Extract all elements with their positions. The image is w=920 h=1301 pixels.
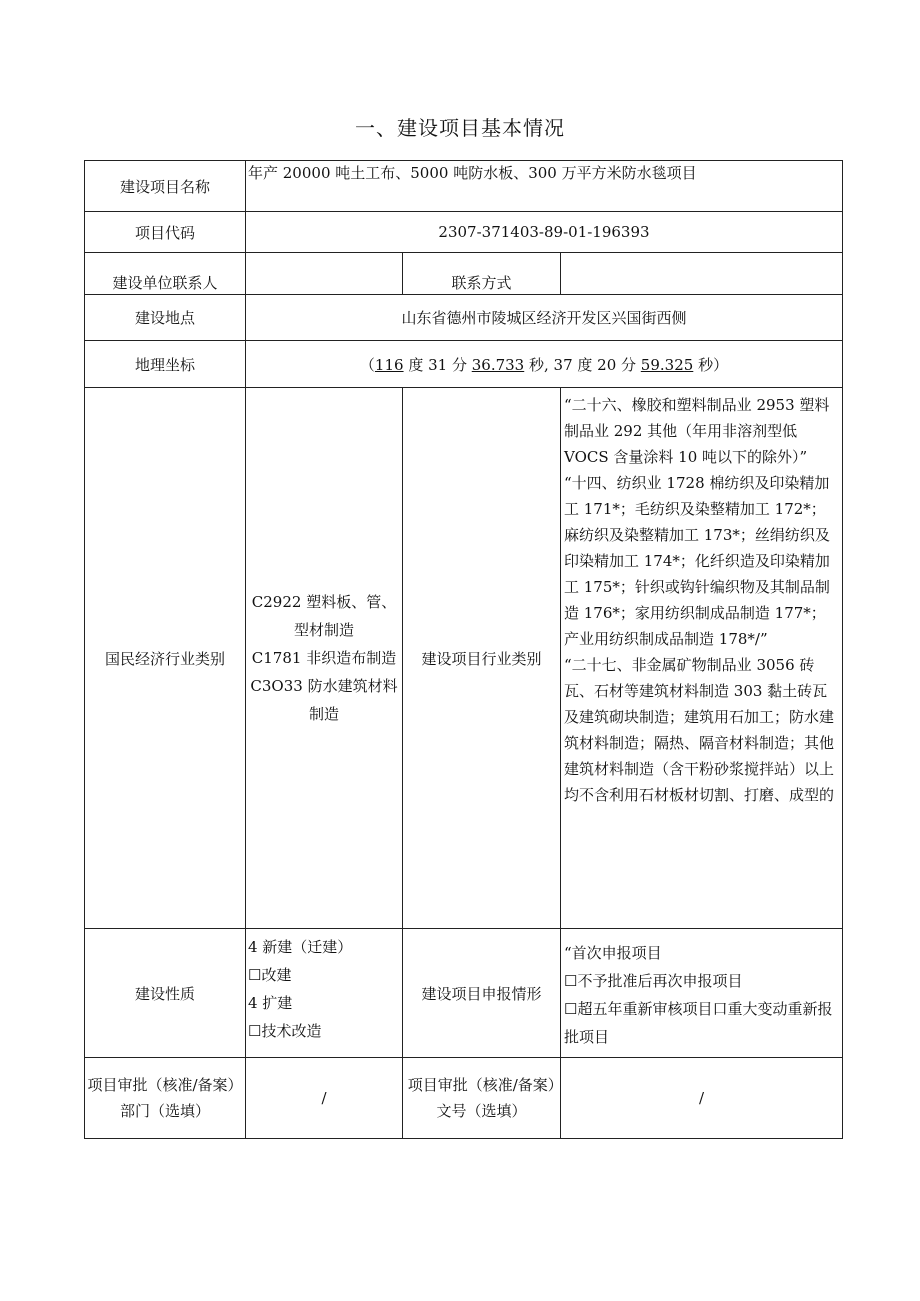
industry-value xyxy=(246,388,403,929)
row-project-code xyxy=(85,212,843,253)
coordinates-value xyxy=(246,341,843,388)
nature-option: 4 新建（迁建） xyxy=(248,938,353,956)
contact-method-label: 联系方式 xyxy=(403,253,561,295)
coordinates-label: 地理坐标 xyxy=(85,341,246,388)
row-nature xyxy=(85,929,843,1058)
coord-lon-rest: 度 31 分 xyxy=(403,355,472,374)
industry-line: C1781 非织造布制造 xyxy=(251,649,397,667)
industry-line: C3O33 防水建筑材料 xyxy=(250,677,398,695)
project-code-value: 2307-371403-89-01-196393 xyxy=(246,212,843,253)
application-option: ☐超五年重新审核项目口重大变动重新报批项目 xyxy=(564,1000,833,1046)
coord-lat-seconds: 59.325 xyxy=(640,355,694,374)
industry-line: 制造 xyxy=(308,705,339,723)
nature-option: 4 扩建 xyxy=(248,994,293,1012)
coord-lon-seconds: 36.733 xyxy=(471,355,525,374)
approval-number-value: / xyxy=(561,1058,843,1139)
industry-label: 国民经济行业类别 xyxy=(85,388,246,929)
coord-open: （ xyxy=(359,355,375,374)
nature-option: ☐技术改造 xyxy=(248,1022,322,1040)
contact-method-value xyxy=(561,253,843,295)
page-title: 一、建设项目基本情况 xyxy=(355,116,565,140)
application-options xyxy=(561,929,843,1058)
project-info-table xyxy=(84,160,843,1139)
industry-line: C2922 塑料板、管、 xyxy=(251,593,397,611)
location-value: 山东省德州市陵城区经济开发区兴国街西侧 xyxy=(246,295,843,341)
nature-label: 建设性质 xyxy=(85,929,246,1058)
category-paragraph: “二十七、非金属矿物制品业 3056 砖瓦、石材等建筑材料制造 303 黏土砖瓦及建筑砌块制造；建筑用石加工；防水建筑材料制造；隔热、隔音材料制造；其他建筑材料制造（含干粉砂浆搅拌站）以上均不含利用石材板材切割、打磨、成型的 xyxy=(564,656,835,804)
application-label: 建设项目申报情形 xyxy=(403,929,561,1058)
application-option: “首次申报项目 xyxy=(564,944,662,962)
row-coordinates xyxy=(85,341,843,388)
project-name-label: 建设项目名称 xyxy=(85,161,246,212)
coord-lon-degree: 116 xyxy=(374,355,404,374)
row-contact xyxy=(85,253,843,295)
row-location xyxy=(85,295,843,341)
industry-line: 型材制造 xyxy=(293,621,354,639)
row-industry xyxy=(85,388,843,929)
location-label: 建设地点 xyxy=(85,295,246,341)
category-paragraph: “十四、纺织业 1728 棉纺织及印染精加工 171*；毛纺织及染整精加工 172*；麻纺织及染整精加工 173*；丝绢纺织及印染精加工 174*；化纤织造及印染精加工 175*；针织或钩针编织物及其制品制造 176*；家用纺织制成品制造 177*；产业用纺织制成品制造 178*/” xyxy=(564,474,830,648)
contact-person-label: 建设单位联系人 xyxy=(85,253,246,295)
nature-option: ☐改建 xyxy=(248,966,292,984)
project-category-label: 建设项目行业类别 xyxy=(403,388,561,929)
project-code-label: 项目代码 xyxy=(85,212,246,253)
nature-options xyxy=(246,929,403,1058)
approval-number-label: 项目审批（核准/备案）文号（选填） xyxy=(403,1058,561,1139)
row-approval xyxy=(85,1058,843,1139)
coord-lon-unit: 秒, 37 度 20 分 xyxy=(524,355,641,374)
approval-dept-label: 项目审批（核准/备案）部门（选填） xyxy=(85,1058,246,1139)
application-option: ☐不予批准后再次申报项目 xyxy=(564,972,743,990)
project-name-value: 年产 20000 吨土工布、5000 吨防水板、300 万平方米防水毯项目 xyxy=(246,161,843,212)
coord-close: 秒） xyxy=(693,355,729,374)
contact-person-value xyxy=(246,253,403,295)
approval-dept-value: / xyxy=(246,1058,403,1139)
category-paragraph: “二十六、橡胶和塑料制品业 2953 塑料制品业 292 其他（年用非溶剂型低 VOCS 含量涂料 10 吨以下的除外）” xyxy=(564,396,830,466)
row-project-name xyxy=(85,161,843,212)
project-category-value xyxy=(561,388,843,929)
